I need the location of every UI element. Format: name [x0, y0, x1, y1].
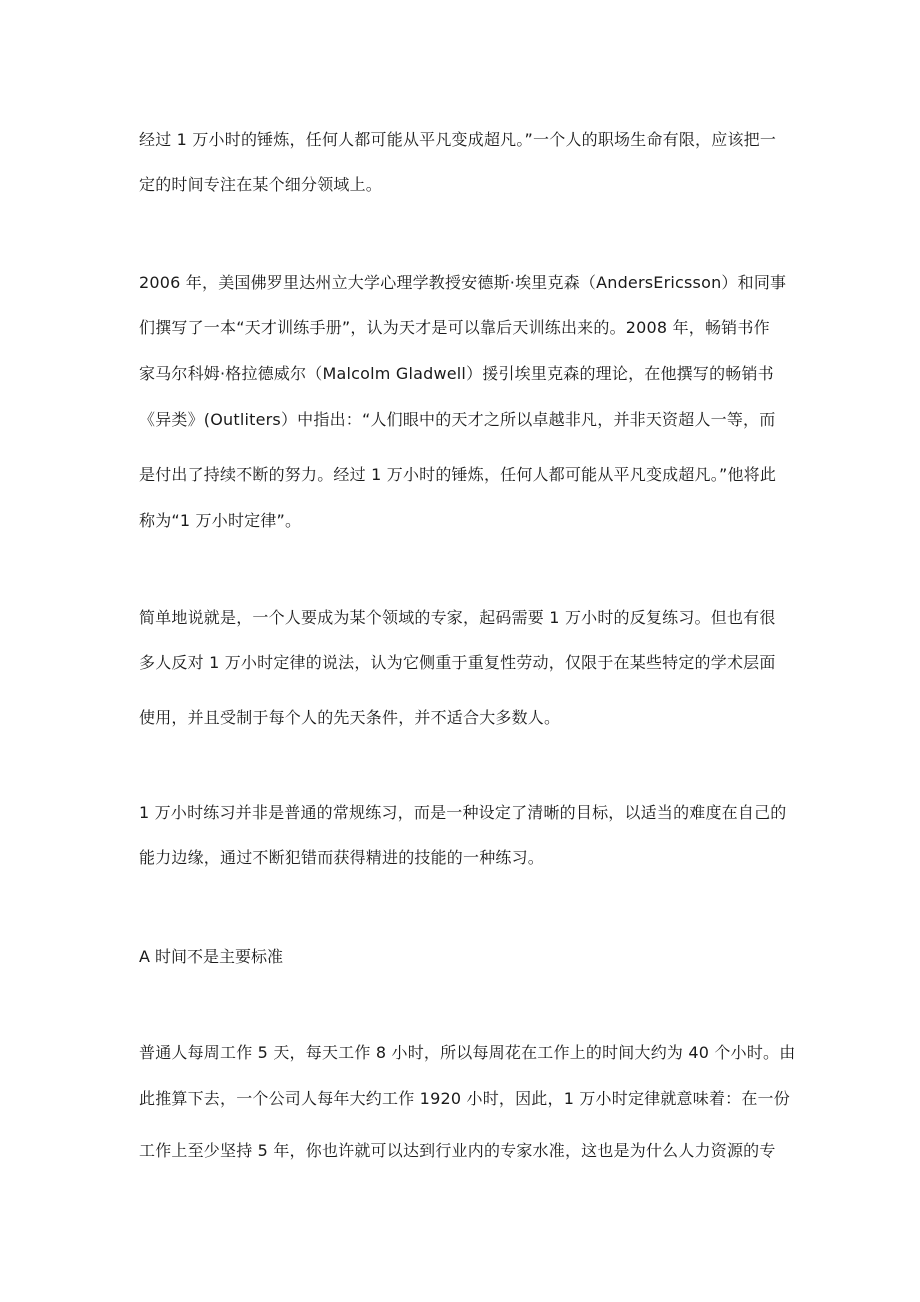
- text-line: 是付出了持续不断的努力。经过 1 万小时的锤炼，任何人都可能从平凡变成超凡。”他将此: [139, 465, 777, 484]
- text-line: 使用，并且受制于每个人的先天条件，并不适合大多数人。: [139, 708, 561, 727]
- text-line: 多人反对 1 万小时定律的说法，认为它侧重于重复性劳动，仅限于在某些特定的学术层面: [139, 653, 776, 672]
- text-line: 家马尔科姆·格拉德威尔（Malcolm Gladwell）援引埃里克森的理论，在他撰写的畅销书: [139, 364, 774, 383]
- section-heading: A 时间不是主要标准: [139, 947, 284, 966]
- text-line: 定的时间专注在某个细分领域上。: [139, 175, 383, 194]
- text-line: 经过 1 万小时的锤炼，任何人都可能从平凡变成超凡。”一个人的职场生命有限，应该把一: [139, 130, 777, 149]
- text-line: 《异类》(Outliters）中指出：“人们眼中的天才之所以卓越非凡，并非天资超人一等，而: [139, 410, 776, 429]
- text-line: 们撰写了一本“天才训练手册”，认为天才是可以靠后天训练出来的。2008 年，畅销书作: [139, 318, 770, 337]
- text-line: 2006 年，美国佛罗里达州立大学心理学教授安德斯·埃里克森（AndersEricsson）和同事: [139, 273, 787, 292]
- text-line: 称为“1 万小时定律”。: [139, 511, 302, 530]
- text-line: 1 万小时练习并非是普通的常规练习，而是一种设定了清晰的目标，以适当的难度在自己的: [139, 803, 787, 822]
- text-line: 此推算下去，一个公司人每年大约工作 1920 小时，因此，1 万小时定律就意味着：在一份: [139, 1089, 790, 1108]
- text-line: 能力边缘，通过不断犯错而获得精进的技能的一种练习。: [139, 848, 545, 867]
- text-line: 简单地说就是，一个人要成为某个领域的专家，起码需要 1 万小时的反复练习。但也有很: [139, 608, 776, 627]
- text-line: 普通人每周工作 5 天，每天工作 8 小时，所以每周花在工作上的时间大约为 40 个小时。由: [139, 1043, 796, 1062]
- text-line: 工作上至少坚持 5 年，你也许就可以达到行业内的专家水准，这也是为什么人力资源的专: [139, 1141, 776, 1160]
